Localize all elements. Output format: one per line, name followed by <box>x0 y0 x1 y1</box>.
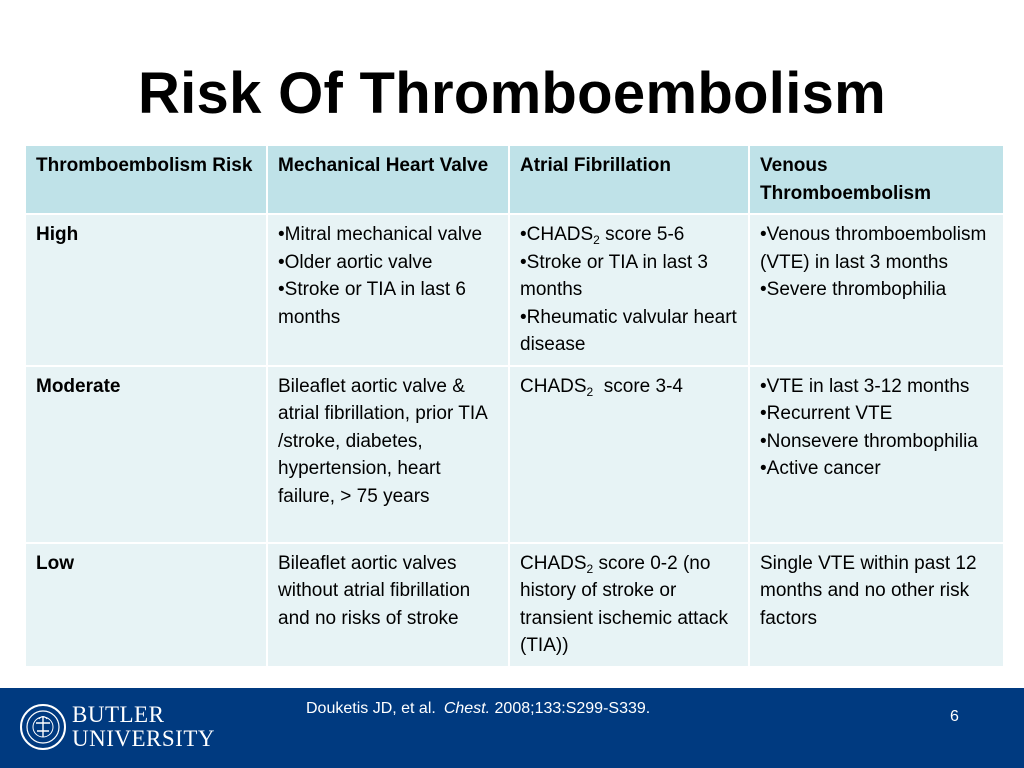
valve-cell <box>267 543 509 667</box>
cell-line: •Stroke or TIA in last 6 months <box>278 279 466 328</box>
vte-cell <box>749 214 1004 366</box>
cell-line: •Older aortic valve <box>278 251 433 273</box>
cell-line: $CHADS_2$ score 3-4 <box>520 375 683 399</box>
risk-level-cell: Low <box>25 543 267 667</box>
citation-details: 2008;133:S299-S339. <box>490 700 651 717</box>
citation-journal: Chest. <box>443 700 491 717</box>
citation <box>306 700 650 718</box>
table-header-row <box>25 145 1004 214</box>
cell-line: •Recurrent VTE <box>760 403 893 424</box>
cell-line: $CHADS_2$ score 0-2 (no history of stroke or transient ischemic attack (TIA)) <box>520 552 729 656</box>
slide-title: Risk Of Thromboembolism <box>137 61 887 126</box>
cell-line: •Mitral mechanical valve <box>278 224 483 245</box>
cell-line: •VTE in last 3-12 months <box>760 375 970 397</box>
cell-line: •Severe thrombophilia <box>760 279 947 300</box>
risk-level-cell: High <box>25 214 267 366</box>
vte-cell <box>749 543 1004 667</box>
valve-cell <box>267 366 509 543</box>
risk-table <box>24 144 1005 668</box>
cell-line: •Venous thromboembolism (VTE) in last 3 months <box>760 224 987 273</box>
af-cell <box>509 543 749 667</box>
slide-number: 6 <box>950 708 959 725</box>
column-header: Mechanical Heart Valve <box>267 145 509 214</box>
logo-line: UNIVERSITY <box>72 726 215 751</box>
column-header: Atrial Fibrillation <box>509 145 749 214</box>
column-header: Venous Thromboembolism <box>749 145 1004 214</box>
cell-line: •Stroke or TIA in last 3 months <box>520 251 708 300</box>
table-row <box>25 214 1004 366</box>
university-seal-icon <box>19 703 67 751</box>
risk-level-cell: Moderate <box>25 366 267 543</box>
table-row <box>25 366 1004 543</box>
logo-line: BUTLER <box>72 702 165 727</box>
footer-bar <box>0 688 1024 768</box>
cell-line: Single VTE within past 12 months and no other risk factors <box>760 552 977 629</box>
cell-line: •Rheumatic valvular heart disease <box>520 306 737 355</box>
university-logo-text <box>72 703 215 751</box>
table-row <box>25 543 1004 667</box>
column-header: Thromboembolism Risk <box>25 145 267 214</box>
af-cell <box>509 214 749 366</box>
cell-line: •Active cancer <box>760 458 881 479</box>
cell-line: $•CHADS_2$ score 5-6 <box>520 224 685 247</box>
valve-cell <box>267 214 509 366</box>
cell-line: Bileaflet aortic valve & atrial fibrillation, prior TIA /stroke, diabetes, hypertension, heart failure, > 75 years <box>278 375 487 507</box>
af-cell <box>509 366 749 543</box>
cell-line: Bileaflet aortic valves without atrial fibrillation and no risks of stroke <box>278 552 471 629</box>
cell-line: •Nonsevere thrombophilia <box>760 430 978 452</box>
citation-authors: Douketis JD, et al. <box>306 700 436 717</box>
vte-cell <box>749 366 1004 543</box>
